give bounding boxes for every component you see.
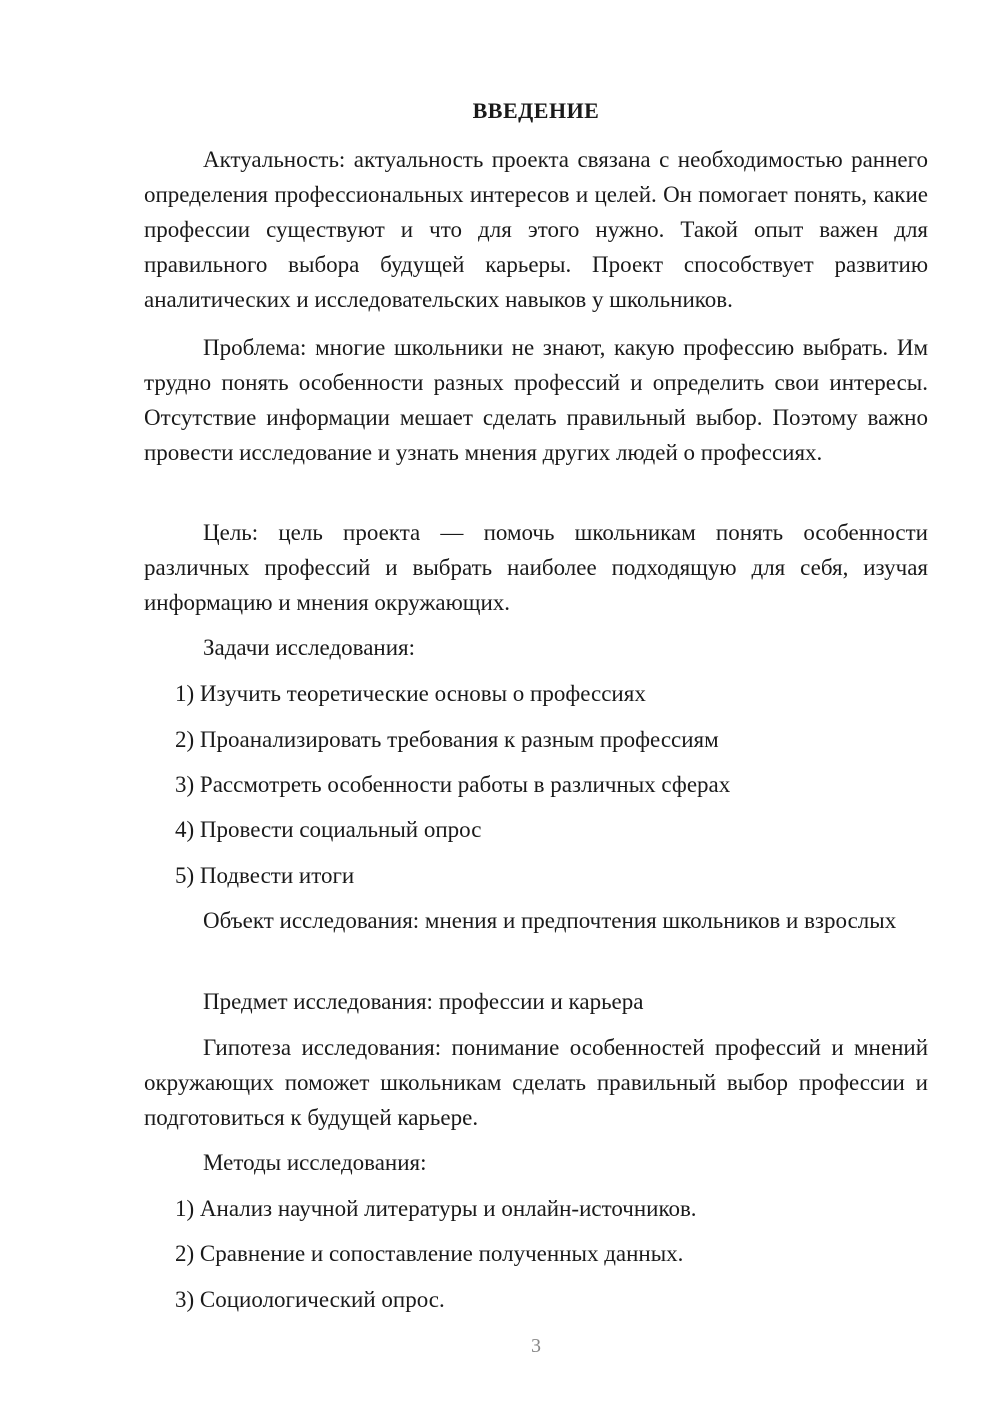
methods-title: Методы исследования: [203, 1150, 427, 1175]
method-item: 2) Сравнение и сопоставление полученных данных. [175, 1241, 684, 1266]
goal-paragraph: Цель: цель проекта — помочь школьникам понять особенности различных профессий и выбрать наиболее подходящую для себя, изучая информацию и мнения окружающих. [144, 520, 928, 615]
task-item: 1) Изучить теоретические основы о профессиях [175, 681, 646, 706]
problem-paragraph: Проблема: многие школьники не знают, какую профессию выбрать. Им трудно понять особенности разных профессий и определить свои интересы. Отсутствие информации мешает сделать правильный выбор. Поэтому важно провести исследование и узнать мнения других людей о профессиях. [144, 335, 928, 465]
subject-paragraph: Предмет исследования: профессии и карьера [203, 989, 644, 1014]
method-item: 3) Социологический опрос. [175, 1287, 445, 1312]
method-item: 1) Анализ научной литературы и онлайн-источников. [175, 1196, 697, 1221]
section-heading: ВВЕДЕНИЕ [472, 98, 600, 123]
tasks-title: Задачи исследования: [203, 635, 416, 660]
task-item: 2) Проанализировать требования к разным профессиям [175, 727, 719, 752]
task-item: 4) Провести социальный опрос [175, 817, 482, 842]
page-number: 3 [531, 1335, 541, 1357]
object-paragraph: Объект исследования: мнения и предпочтения школьников и взрослых [203, 908, 897, 933]
relevance-paragraph: Актуальность: актуальность проекта связана с необходимостью раннего определения профессиональных интересов и целей. Он помогает понять, какие профессии существуют и что для этого нужно. Такой опыт важен для правильного выбора будущей карьеры. Проект способствует развитию аналитических и исследовательских навыков у школьников. [144, 147, 928, 312]
task-item: 5) Подвести итоги [175, 863, 355, 888]
task-item: 3) Рассмотреть особенности работы в различных сферах [175, 772, 731, 797]
hypothesis-paragraph: Гипотеза исследования: понимание особенностей профессий и мнений окружающих поможет школьникам сделать правильный выбор профессии и подготовиться к будущей карьере. [144, 1035, 928, 1130]
